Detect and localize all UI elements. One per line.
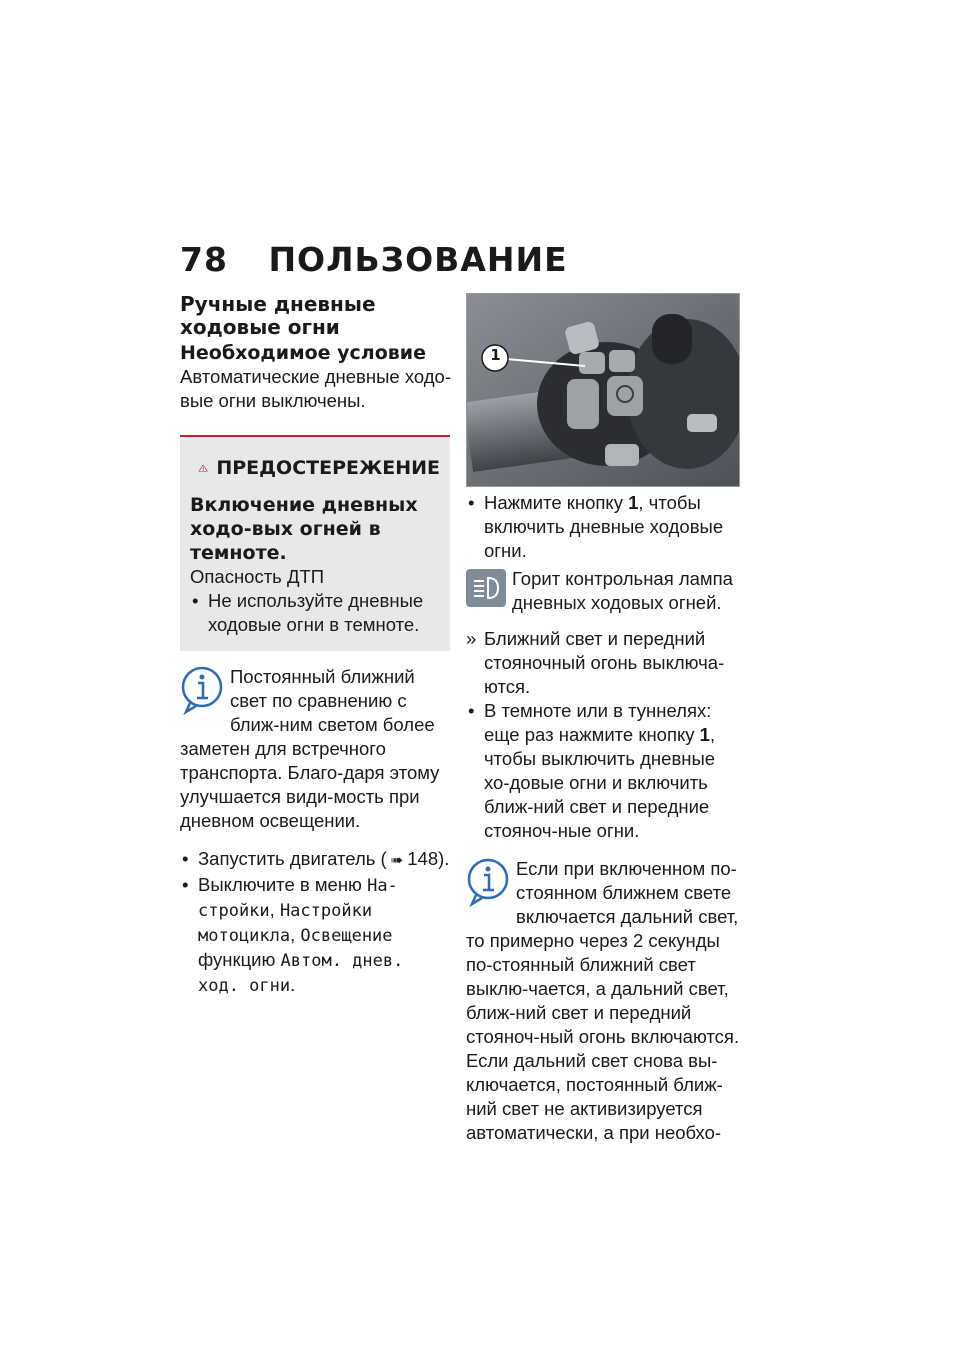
step-tunnel: [466, 699, 740, 843]
menu-auto-drl: Автом. днев. ход. огни: [198, 951, 404, 996]
section-title: ПОЛЬЗОВАНИЕ: [268, 240, 568, 279]
handlebar-switch-illustration: [467, 294, 739, 486]
callout-1-label: 1: [490, 346, 501, 364]
drl-indicator-icon: [466, 569, 506, 607]
button-ref-1: 1: [628, 492, 639, 513]
info-icon: [180, 665, 224, 715]
info-note-2: [466, 857, 740, 1145]
step-press-button-post: , чтобы включить дневные ходовые огни.: [484, 492, 724, 561]
prerequisite-text: Автоматические дневные ходо-вые огни выключены.: [180, 366, 451, 411]
right-column: [466, 491, 740, 1145]
step-tunnel-text: В темноте или в туннелях: еще раз нажмите кнопку: [484, 700, 712, 745]
info-text: Постоянный ближний свет по сравнению с ближ-ним светом более заметен для встречного транспорта. Благо-даря этому улучшается види-мость при дневном освещении.: [180, 666, 440, 831]
page-header: [180, 240, 568, 279]
menu-settings: На-стройки: [198, 876, 398, 921]
button-ref-1: 1: [699, 724, 710, 745]
step-start-engine: [180, 847, 452, 873]
step-menu-off-func: функцию: [198, 949, 276, 970]
menu-bike-settings: Настройки мотоцикла: [198, 901, 373, 946]
warning-header: [190, 451, 440, 485]
info-note: [180, 665, 452, 833]
step-menu-off: [180, 873, 452, 998]
warning-box: [180, 435, 450, 651]
separator: ,: [269, 899, 275, 920]
page-number: 78: [180, 240, 228, 279]
step-start-engine-text: Запустить двигатель (: [198, 848, 387, 869]
warning-danger: Опасность ДТП: [190, 566, 325, 587]
warning-bullet: • Не используйте дневные ходовые огни в темноте.: [190, 589, 440, 637]
indicator-note: [466, 567, 740, 615]
period: .: [290, 974, 296, 995]
left-column: [180, 293, 452, 998]
section-heading: Ручные дневные ходовые огни: [180, 292, 376, 339]
info-text-2: Если при включенном по-стоянном ближнем свете включается дальний свет, то примерно через 2 секунды по-стоянный ближний свет выклю-чается, а дальний свет, ближ-ний свет и передний стояноч-ный огонь включаются. Если дальний свет снова вы-ключается, постоянный ближ-ний свет не активизируется автоматически, а при необхо-: [466, 858, 740, 1143]
info-icon: [466, 857, 510, 907]
step-tunnel-post: , чтобы выключить дневные хо-довые огни и включить ближ-ний свет и передние стояноч-ные огни.: [484, 724, 716, 841]
warning-triangle-icon: [198, 451, 208, 485]
step-press-button-text: Нажмите кнопку: [484, 492, 623, 513]
handlebar-switch-photo: [466, 293, 740, 487]
warning-heading: Включение дневных ходо-вых огней в темноте.: [190, 494, 418, 564]
warning-body: [190, 493, 440, 637]
prerequisite-heading: Необходимое условие: [180, 342, 426, 364]
menu-lighting: Освещение: [300, 926, 393, 946]
step-menu-off-text: Выключите в меню: [198, 874, 362, 895]
warning-label: ПРЕДОСТЕРЕЖЕНИЕ: [216, 457, 440, 479]
page-ref-arrow-icon: ➠: [390, 852, 404, 869]
separator: ,: [290, 924, 296, 945]
indicator-text: Горит контрольная лампа дневных ходовых огней.: [512, 568, 733, 613]
result-text: » Ближний свет и передний стояночный огонь выключа-ются.: [466, 627, 740, 699]
step-press-button: [466, 491, 740, 563]
step-start-engine-ref: 148).: [407, 848, 450, 869]
